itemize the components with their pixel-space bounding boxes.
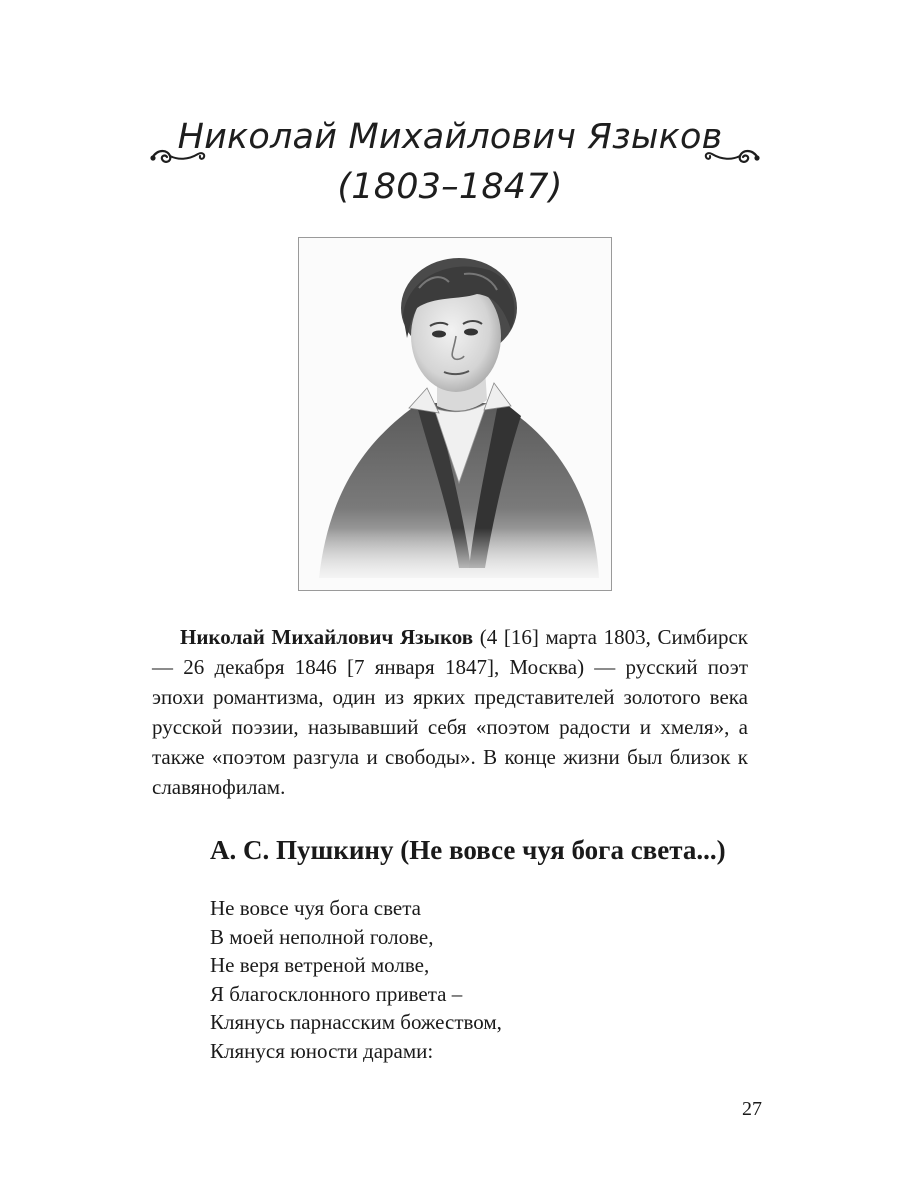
flourish-right-icon xyxy=(702,140,762,170)
author-bio xyxy=(152,622,748,802)
poem-lines xyxy=(210,894,710,1065)
portrait-image xyxy=(299,238,611,590)
poem-line: Клянусь парнасским божеством, xyxy=(210,1010,502,1034)
poem-line: Я благосклонного привета – xyxy=(210,981,463,1006)
poem-line: Не вовсе чуя бога света xyxy=(210,896,421,920)
portrait-frame xyxy=(298,237,612,591)
poem-title: А. С. Пушкину (Не вовсе чуя бога света...) xyxy=(210,835,726,865)
bio-author-name: Николай Михайлович Языков xyxy=(180,625,474,649)
poem-line: Не веря ветреной молве, xyxy=(210,953,430,977)
page-number: 27 xyxy=(742,1098,762,1120)
poem-line: В моей неполной голове, xyxy=(210,924,434,949)
poem-line: Клянуся юности дарами: xyxy=(210,1038,434,1063)
author-years-heading: (1803–1847) xyxy=(337,167,563,207)
flourish-left-icon xyxy=(148,140,208,170)
chapter-header xyxy=(0,112,900,212)
bio-text: (4 [16] марта 1803, Симбирск — 26 декабря 1846 [7 января 1847], Москва) — русский поэт эпохи романтизма, один из ярких представителей золотого века русской поэзии, называвший себя «поэтом радости и хмеля», а также «поэтом разгула и свободы». В конце жизни был близок к славянофилам. xyxy=(152,625,748,799)
author-name-heading: Николай Михайлович Языков xyxy=(177,117,723,157)
